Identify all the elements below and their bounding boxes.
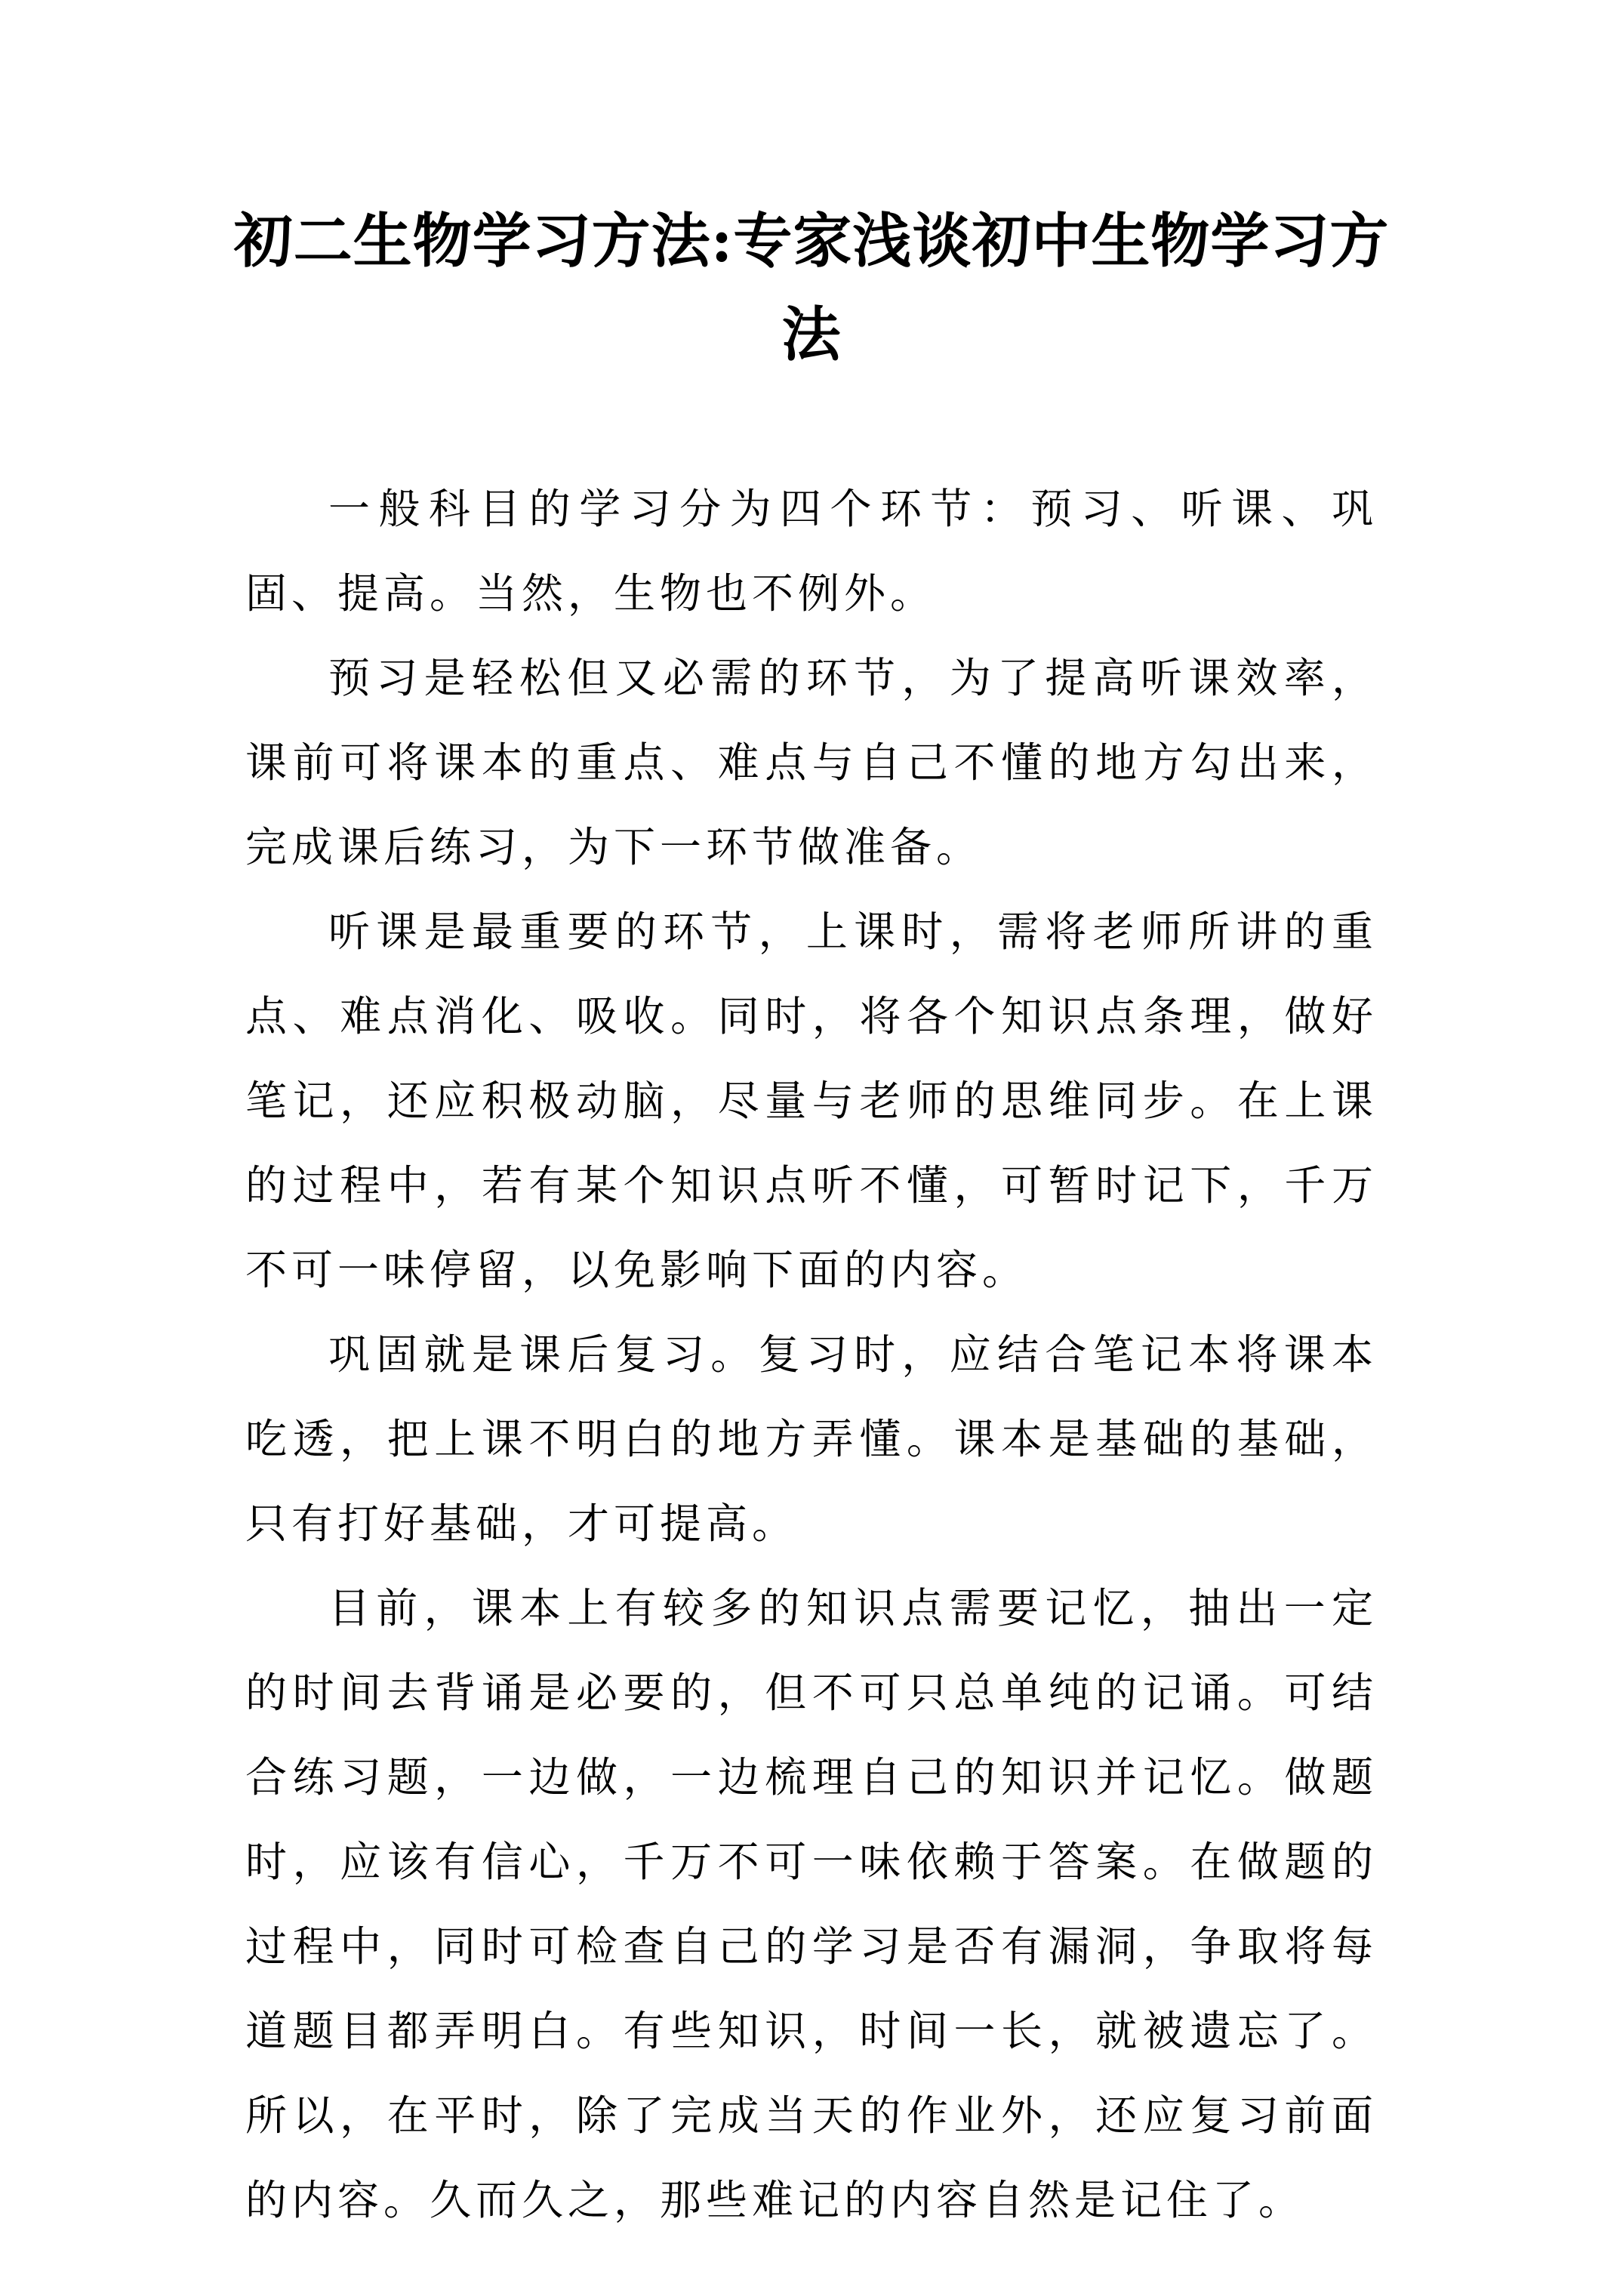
paragraph-3: 听课是最重要的环节，上课时，需将老师所讲的重点、难点消化、吸收。同时，将各个知识点条理，做好笔记，还应积极动脑，尽量与老师的思维同步。在上课的过程中，若有某个知识点听不懂，可暂时记下，千万不可一味停留，以免影响下面的内容。 <box>245 908 1378 1294</box>
paragraph-5: 目前，课本上有较多的知识点需要记忆，抽出一定的时间去背诵是必要的，但不可只总单纯的记诵。可结合练习题，一边做，一边梳理自己的知识并记忆。做题时，应该有信心，千万不可一味依赖于答案。在做题的过程中，同时可检查自己的学习是否有漏洞，争取将每道题目都弄明白。有些知识，时间一长，就被遗忘了。所以，在平时，除了完成当天的作业外，还应复习前面的内容。久而久之，那些难记的内容自然是记住了。 <box>245 1584 1378 2224</box>
paragraph-4: 巩固就是课后复习。复习时，应结合笔记本将课本吃透，把上课不明白的地方弄懂。课本是基础的基础，只有打好基础，才可提高。 <box>245 1330 1378 1548</box>
document-body <box>245 467 1378 2242</box>
paragraph-1: 一般科目的学习分为四个环节：预习、听课、巩固、提高。当然，生物也不例外。 <box>245 485 1378 618</box>
paragraph-2: 预习是轻松但又必需的环节，为了提高听课效率，课前可将课本的重点、难点与自己不懂的地方勾出来，完成课后练习，为下一环节做准备。 <box>245 654 1378 871</box>
document-title: 初二生物学习方法:专家浅谈初中生物学习方法 <box>233 207 1390 369</box>
